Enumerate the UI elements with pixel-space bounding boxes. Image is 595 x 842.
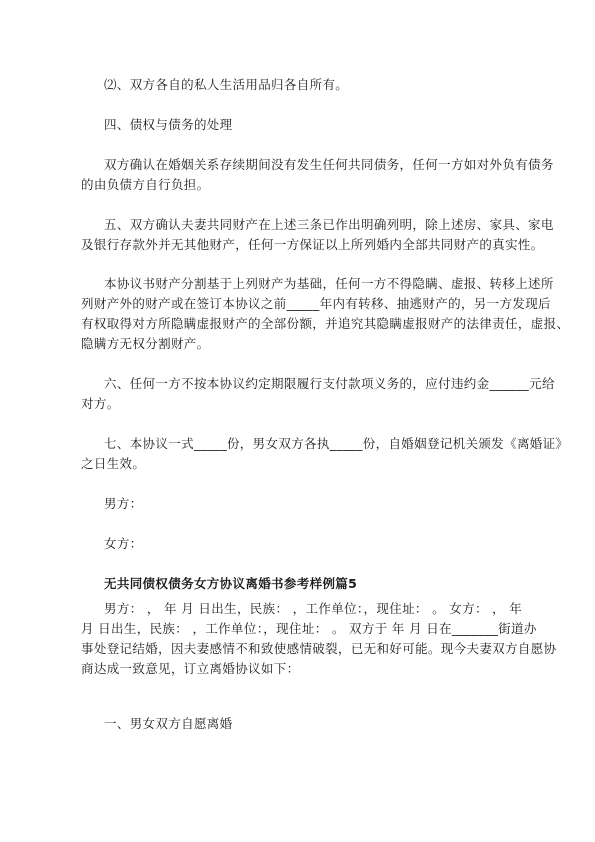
- section-5-line-2: 及银行存款外并无其他财产，任何一方保证以上所列婚内全部共同财产的真实性。: [81, 237, 544, 252]
- section-7-line-1: 七、本协议一式_____份，男女双方各执_____份，自婚姻登记机关颁发《离婚证》: [104, 436, 569, 451]
- intro-paragraph-line-1: 男方： ， 年 月 日出生，民族： ，工作单位：，现住址： 。 女方： ， 年: [104, 601, 523, 616]
- basis-paragraph-line-4: 隐瞒方无权分割财产。: [81, 336, 210, 351]
- section-4-heading: 四、债权与债务的处理: [104, 117, 233, 132]
- basis-paragraph-line-1: 本协议书财产分割基于上列财产为基础，任何一方不得隐瞒、虚报、转移上述所: [104, 276, 554, 291]
- intro-paragraph-line-2: 月 日出生，民族： ，工作单位：，现住址： 。 双方于 年 月 日在_______街道办: [81, 621, 537, 636]
- signature-female: 女方：: [104, 536, 143, 551]
- section-5-line-1: 五、双方确认夫妻共同财产在上述三条已作出明确列明，除上述房、家具、家电: [104, 217, 554, 232]
- debt-paragraph-line-2: 的由负债方自行负担。: [81, 177, 210, 192]
- section-6-line-1: 六、任何一方不按本协议约定期限履行支付款项义务的，应付违约金______元给: [104, 376, 555, 391]
- debt-paragraph-line-1: 双方确认在婚姻关系存续期间没有发生任何共同债务，任何一方如对外负有债务: [104, 157, 554, 172]
- intro-paragraph-line-3: 事处登记结婚，因夫妻感情不和致使感情破裂，已无和好可能。现今夫妻双方自愿协: [81, 641, 557, 656]
- item-2-personal-belongings: ⑵、双方各自的私人生活用品归各自所有。: [104, 77, 349, 92]
- signature-male: 男方：: [104, 496, 143, 511]
- basis-paragraph-line-2: 列财产外的财产或在签订本协议之前_____年内有转移、抽逃财产的，另一方发现后: [81, 296, 551, 311]
- basis-paragraph-line-3: 有权取得对方所隐瞒虚报财产的全部份额，并追究其隐瞒虚报财产的法律责任，虚报、: [81, 316, 570, 331]
- section-7-line-2: 之日生效。: [81, 456, 146, 471]
- intro-paragraph-line-4: 商达成一致意见，订立离婚协议如下：: [81, 661, 300, 676]
- clause-1-voluntary-divorce: 一、男女双方自愿离婚: [104, 716, 233, 731]
- section-6-line-2: 对方。: [81, 396, 120, 411]
- example-title: 无共同债权债务女方协议离婚书参考样例篇5: [104, 576, 358, 591]
